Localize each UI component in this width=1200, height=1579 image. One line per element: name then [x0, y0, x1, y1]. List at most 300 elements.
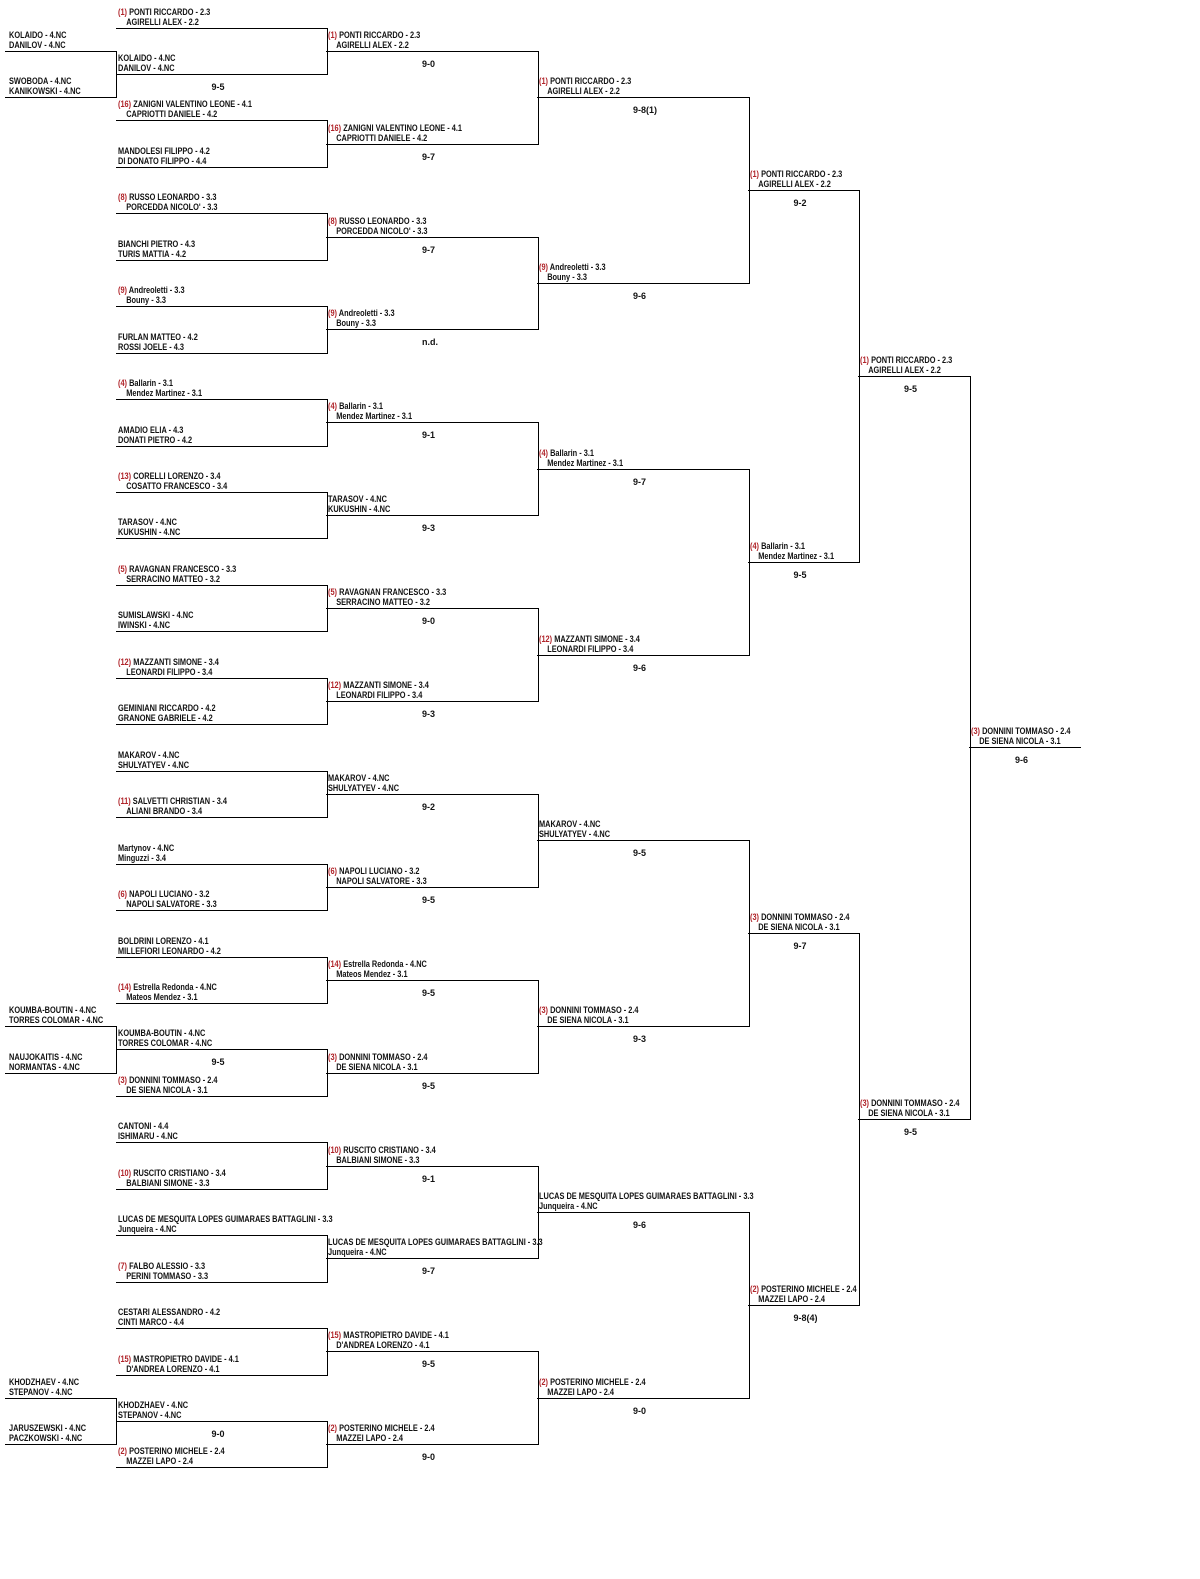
team-player-2: ISHIMARU - 4.NC: [118, 1131, 178, 1141]
team-player-1: [118, 796, 227, 806]
seed-number: (13): [118, 471, 132, 481]
team-player-1: [118, 1121, 168, 1131]
bracket-line: [326, 1351, 538, 1352]
team-player-2: CAPRIOTTI DANIELE - 4.2: [336, 133, 428, 143]
player-name: MAKAROV - 4.NC: [118, 750, 180, 760]
bracket-line: [116, 213, 327, 214]
bracket-line: [116, 120, 327, 121]
seed-number: (9): [118, 285, 128, 295]
team-player-1: [328, 30, 420, 40]
bracket-line: [326, 51, 538, 52]
team-player-1: [328, 680, 429, 690]
team-slot: [539, 634, 640, 654]
team-slot: [118, 936, 221, 956]
team-player-1: [539, 262, 606, 272]
team-player-2: SHULYATYEV - 4.NC: [328, 783, 400, 793]
bracket-line: [537, 469, 749, 470]
team-player-2: SHULYATYEV - 4.NC: [118, 760, 190, 770]
team-player-2: KANIKOWSKI - 4.NC: [9, 86, 81, 96]
bracket-line: [116, 1235, 327, 1236]
team-player-2: Mateos Mendez - 3.1: [126, 992, 198, 1002]
team-slot: [328, 587, 446, 607]
team-player-1: [118, 378, 173, 388]
team-player-2: DE SIENA NICOLA - 3.1: [758, 922, 840, 932]
team-player-1: [328, 494, 387, 504]
seed-number: (16): [328, 123, 342, 133]
bracket-connector: [970, 376, 971, 1120]
team-player-1: [118, 610, 193, 620]
player-name: LUCAS DE MESQUITA LOPES GUIMARAES BATTAGLINI - 3.3: [118, 1214, 333, 1224]
team-player-1: [750, 912, 850, 922]
bracket-line: [116, 1142, 327, 1143]
player-name: MAKAROV - 4.NC: [539, 819, 601, 829]
team-player-2: AGIRELLI ALEX - 2.2: [758, 179, 831, 189]
bracket-line: [537, 283, 749, 284]
player-name: KOLAIDO - 4.NC: [118, 53, 176, 63]
bracket-line: [116, 492, 327, 493]
match-score: 9-7: [633, 477, 647, 487]
seed-number: (1): [328, 30, 338, 40]
bracket-line: [326, 1444, 538, 1445]
team-player-1: [118, 146, 210, 156]
player-name: SWOBODA - 4.NC: [9, 76, 72, 86]
team-slot: [328, 1330, 449, 1350]
seed-number: (6): [328, 866, 338, 876]
bracket-line: [969, 747, 1081, 748]
match-score: 9-5: [904, 1127, 918, 1137]
bracket-connector: [538, 980, 539, 1074]
team-player-2: Mendez Martinez - 3.1: [758, 551, 835, 561]
team-player-1: [118, 285, 185, 295]
team-player-1: [118, 982, 217, 992]
bracket-line: [116, 1421, 327, 1422]
team-player-2: DE SIENA NICOLA - 3.1: [126, 1085, 208, 1095]
match-score: 9-7: [422, 245, 436, 255]
team-slot: [118, 471, 227, 491]
team-player-1: [860, 355, 952, 365]
bracket-line: [116, 864, 327, 865]
match-score: 9-7: [422, 1266, 436, 1276]
bracket-line: [858, 1119, 970, 1120]
match-score: 9-6: [633, 291, 647, 301]
team-slot: [328, 308, 395, 328]
team-slot: [118, 1168, 226, 1188]
player-name: DONNINI TOMMASO - 2.4: [871, 1098, 960, 1108]
bracket-line: [326, 329, 538, 330]
preliminary-connector: [116, 1398, 117, 1445]
team-slot: [328, 1052, 428, 1072]
seed-number: (8): [328, 216, 338, 226]
seed-number: (12): [118, 657, 132, 667]
team-player-2: CINTI MARCO - 4.4: [118, 1317, 185, 1327]
team-slot: [328, 959, 427, 979]
bracket-line: [116, 910, 327, 911]
player-name: POSTERINO MICHELE - 2.4: [339, 1423, 435, 1433]
team-player-1: [118, 471, 221, 481]
bracket-line: [116, 1375, 327, 1376]
match-score: 9-5: [422, 1081, 436, 1091]
match-score: 9-6: [633, 1220, 647, 1230]
player-name: POSTERINO MICHELE - 2.4: [550, 1377, 646, 1387]
player-name: DONNINI TOMMASO - 2.4: [761, 912, 850, 922]
seed-number: (10): [118, 1168, 132, 1178]
player-name: LUCAS DE MESQUITA LOPES GUIMARAES BATTAGLINI - 3.3: [539, 1191, 754, 1201]
seed-number: (4): [539, 448, 549, 458]
player-name: PONTI RICCARDO - 2.3: [550, 76, 632, 86]
team-slot: [118, 750, 189, 770]
seed-number: (14): [118, 982, 132, 992]
player-name: FALBO ALESSIO - 3.3: [129, 1261, 206, 1271]
team-slot: [750, 541, 834, 561]
bracket-line: [116, 957, 327, 958]
team-player-1: [9, 1052, 82, 1062]
player-name: Martynov - 4.NC: [118, 843, 175, 853]
player-name: NAPOLI LUCIANO - 3.2: [129, 889, 210, 899]
team-slot: [118, 1307, 220, 1327]
bracket-line: [326, 887, 538, 888]
seed-number: (8): [118, 192, 128, 202]
team-player-1: [539, 448, 594, 458]
bracket-line: [326, 980, 538, 981]
team-player-2: Mendez Martinez - 3.1: [336, 411, 413, 421]
player-name: KHODZHAEV - 4.NC: [9, 1377, 80, 1387]
bracket-line: [116, 446, 327, 447]
player-name: CORELLI LORENZO - 3.4: [133, 471, 221, 481]
team-slot: [750, 169, 842, 189]
team-player-2: TURIS MATTIA - 4.2: [118, 249, 187, 259]
team-player-1: [118, 517, 177, 527]
bracket-line: [326, 515, 538, 516]
team-player-2: IWINSKI - 4.NC: [118, 620, 171, 630]
team-player-1: [118, 1214, 333, 1224]
team-player-1: [860, 1098, 960, 1108]
seed-number: (1): [118, 7, 128, 17]
team-slot: [118, 843, 174, 863]
team-player-2: MAZZEI LAPO - 2.4: [547, 1387, 615, 1397]
player-name: KOUMBA-BOUTIN - 4.NC: [9, 1005, 97, 1015]
seed-number: (2): [328, 1423, 338, 1433]
team-slot: [118, 192, 217, 212]
team-player-2: Mendez Martinez - 3.1: [126, 388, 203, 398]
team-slot: [539, 1191, 754, 1211]
team-player-1: [118, 703, 216, 713]
seed-number: (12): [328, 680, 342, 690]
bracket-line: [116, 817, 327, 818]
team-slot: [118, 610, 193, 630]
team-player-1: [118, 1075, 218, 1085]
team-player-1: [118, 1354, 239, 1364]
seed-number: (4): [750, 541, 760, 551]
team-player-2: PORCEDDA NICOLO' - 3.3: [126, 202, 218, 212]
team-player-2: MAZZEI LAPO - 2.4: [126, 1456, 194, 1466]
team-player-2: TORRES COLOMAR - 4.NC: [9, 1015, 104, 1025]
match-score: 9-5: [211, 82, 225, 92]
seed-number: (1): [539, 76, 549, 86]
team-player-2: Junqueira - 4.NC: [539, 1201, 598, 1211]
team-player-1: [971, 726, 1071, 736]
player-name: PONTI RICCARDO - 2.3: [129, 7, 211, 17]
team-player-2: D'ANDREA LORENZO - 4.1: [126, 1364, 220, 1374]
team-player-1: [118, 1446, 225, 1456]
team-player-2: PERINI TOMMASO - 3.3: [126, 1271, 209, 1281]
bracket-line: [116, 1467, 327, 1468]
match-score: 9-0: [422, 59, 436, 69]
player-name: SUMISLAWSKI - 4.NC: [118, 610, 194, 620]
team-player-2: NAPOLI SALVATORE - 3.3: [336, 876, 427, 886]
bracket-line: [326, 237, 538, 238]
bracket-line: [748, 1305, 859, 1306]
team-slot: [118, 1446, 225, 1466]
player-name: FURLAN MATTEO - 4.2: [118, 332, 198, 342]
bracket-line: [748, 933, 859, 934]
bracket-line: [537, 97, 749, 98]
bracket-line: [326, 608, 538, 609]
seed-number: (1): [750, 169, 760, 179]
team-player-1: [9, 76, 71, 86]
team-player-2: PORCEDDA NICOLO' - 3.3: [336, 226, 428, 236]
match-score: 9-1: [422, 1174, 436, 1184]
team-player-2: KUKUSHIN - 4.NC: [328, 504, 391, 514]
player-name: Ballarin - 3.1: [129, 378, 173, 388]
team-player-2: LEONARDI FILIPPO - 3.4: [547, 644, 634, 654]
player-name: NAUJOKAITIS - 4.NC: [9, 1052, 83, 1062]
team-player-2: Bouny - 3.3: [547, 272, 587, 282]
match-score: 9-6: [1015, 755, 1029, 765]
match-score: 9-5: [422, 895, 436, 905]
player-name: CESTARI ALESSANDRO - 4.2: [118, 1307, 221, 1317]
team-slot: [750, 912, 850, 932]
bracket-connector: [538, 794, 539, 888]
player-name: Ballarin - 3.1: [550, 448, 594, 458]
team-slot: [860, 1098, 960, 1118]
player-name: JARUSZEWSKI - 4.NC: [9, 1423, 87, 1433]
team-slot: [118, 1261, 208, 1281]
player-name: MAZZANTI SIMONE - 3.4: [133, 657, 219, 667]
match-score: 9-0: [422, 616, 436, 626]
team-player-1: [118, 750, 180, 760]
seed-number: (3): [971, 726, 981, 736]
team-slot: [118, 703, 216, 723]
player-name: RAVAGNAN FRANCESCO - 3.3: [129, 564, 237, 574]
team-player-2: TORRES COLOMAR - 4.NC: [118, 1038, 213, 1048]
bracket-line: [748, 190, 859, 191]
seed-number: (10): [328, 1145, 342, 1155]
team-player-1: [118, 239, 195, 249]
team-player-2: MAZZEI LAPO - 2.4: [758, 1294, 826, 1304]
team-slot: [328, 773, 399, 793]
seed-number: (11): [118, 796, 131, 806]
team-player-1: [118, 1261, 205, 1271]
team-player-2: Junqueira - 4.NC: [118, 1224, 177, 1234]
team-player-1: [118, 889, 209, 899]
team-slot: [971, 726, 1071, 746]
seed-number: (6): [118, 889, 128, 899]
team-slot: [328, 1145, 436, 1165]
player-name: RUSSO LEONARDO - 3.3: [339, 216, 427, 226]
match-score: 9-5: [904, 384, 918, 394]
bracket-line: [116, 631, 327, 632]
team-player-1: [118, 425, 183, 435]
match-score: 9-3: [633, 1034, 647, 1044]
bracket-line: [116, 353, 327, 354]
team-player-2: MILLEFIORI LEONARDO - 4.2: [118, 946, 221, 956]
seed-number: (7): [118, 1261, 128, 1271]
player-name: TARASOV - 4.NC: [118, 517, 177, 527]
team-player-2: AGIRELLI ALEX - 2.2: [868, 365, 941, 375]
player-name: MASTROPIETRO DAVIDE - 4.1: [343, 1330, 449, 1340]
bracket-line: [537, 1398, 749, 1399]
team-player-2: MAZZEI LAPO - 2.4: [336, 1433, 404, 1443]
team-player-2: SERRACINO MATTEO - 3.2: [126, 574, 220, 584]
team-slot: [328, 1423, 435, 1443]
team-player-1: [118, 53, 175, 63]
player-name: SALVETTI CHRISTIAN - 3.4: [132, 796, 227, 806]
bracket-line: [326, 422, 538, 423]
team-slot: [328, 216, 427, 236]
team-player-1: [118, 657, 219, 667]
bracket-line: [116, 167, 327, 168]
player-name: MAZZANTI SIMONE - 3.4: [343, 680, 429, 690]
match-score: 9-2: [793, 198, 807, 208]
team-player-1: [539, 1191, 754, 1201]
match-score: 9-3: [422, 709, 436, 719]
player-name: PONTI RICCARDO - 2.3: [871, 355, 953, 365]
player-name: DONNINI TOMMASO - 2.4: [550, 1005, 639, 1015]
team-player-1: [328, 308, 395, 318]
team-slot: [118, 99, 252, 119]
bracket-line: [858, 376, 970, 377]
team-slot: [118, 657, 219, 677]
team-player-2: DANILOV - 4.NC: [118, 63, 175, 73]
bracket-line: [116, 1189, 327, 1190]
match-score: 9-0: [211, 1429, 225, 1439]
player-name: Estrella Redonda - 4.NC: [343, 959, 427, 969]
team-slot: [118, 982, 217, 1002]
team-player-1: [328, 959, 427, 969]
bracket-line: [116, 74, 327, 75]
match-score: 9-3: [422, 523, 436, 533]
player-name: ZANIGNI VALENTINO LEONE - 4.1: [343, 123, 462, 133]
seed-number: (2): [118, 1446, 128, 1456]
player-name: POSTERINO MICHELE - 2.4: [129, 1446, 225, 1456]
preliminary-connector: [116, 51, 117, 98]
team-slot: [118, 7, 210, 27]
seed-number: (3): [328, 1052, 338, 1062]
team-slot: [118, 564, 236, 584]
team-slot: [118, 425, 192, 445]
team-player-1: [118, 1168, 226, 1178]
team-player-2: ALIANI BRANDO - 3.4: [126, 806, 203, 816]
bracket-line: [537, 840, 749, 841]
team-player-1: [118, 332, 198, 342]
bracket-line: [537, 655, 749, 656]
bracket-line: [116, 538, 327, 539]
team-slot: [118, 1075, 218, 1095]
team-player-2: COSATTO FRANCESCO - 3.4: [126, 481, 228, 491]
player-name: DONNINI TOMMASO - 2.4: [982, 726, 1071, 736]
team-player-2: NORMANTAS - 4.NC: [9, 1062, 80, 1072]
team-player-2: Bouny - 3.3: [126, 295, 166, 305]
team-player-1: [118, 843, 174, 853]
team-player-2: SHULYATYEV - 4.NC: [539, 829, 611, 839]
team-slot: [539, 448, 623, 468]
bracket-line: [326, 701, 538, 702]
seed-number: (12): [539, 634, 553, 644]
team-player-2: D'ANDREA LORENZO - 4.1: [336, 1340, 430, 1350]
bracket-connector: [538, 51, 539, 145]
player-name: TARASOV - 4.NC: [328, 494, 387, 504]
bracket-line: [748, 562, 859, 563]
match-score: 9-8(4): [793, 1313, 818, 1323]
team-slot: [118, 517, 180, 537]
team-player-1: [328, 1423, 435, 1433]
team-player-2: SERRACINO MATTEO - 3.2: [336, 597, 430, 607]
team-slot: [328, 401, 412, 421]
team-player-2: KUKUSHIN - 4.NC: [118, 527, 181, 537]
preliminary-line: [5, 1073, 116, 1074]
preliminary-team-slot: [9, 1377, 79, 1397]
team-slot: [750, 1284, 857, 1304]
bracket-line: [326, 1073, 538, 1074]
team-slot: [118, 1354, 239, 1374]
match-score: n.d.: [422, 337, 438, 347]
bracket-line: [537, 1212, 749, 1213]
team-slot: [328, 866, 427, 886]
player-name: DONNINI TOMMASO - 2.4: [339, 1052, 428, 1062]
player-name: RUSCITO CRISTIANO - 3.4: [343, 1145, 436, 1155]
team-player-1: [539, 819, 601, 829]
player-name: GEMINIANI RICCARDO - 4.2: [118, 703, 216, 713]
seed-number: (1): [860, 355, 870, 365]
bracket-line: [116, 1096, 327, 1097]
player-name: MAZZANTI SIMONE - 3.4: [554, 634, 640, 644]
preliminary-team-slot: [9, 30, 66, 50]
preliminary-team-slot: [9, 76, 81, 96]
team-slot: [539, 819, 610, 839]
team-slot: [118, 53, 175, 73]
team-player-1: [539, 634, 640, 644]
team-player-2: STEPANOV - 4.NC: [9, 1387, 73, 1397]
team-player-1: [118, 936, 209, 946]
player-name: RUSCITO CRISTIANO - 3.4: [133, 1168, 226, 1178]
seed-number: (5): [328, 587, 338, 597]
team-player-1: [539, 1005, 639, 1015]
team-slot: [118, 889, 217, 909]
match-score: 9-5: [793, 570, 807, 580]
team-player-2: Minguzzi - 3.4: [118, 853, 166, 863]
preliminary-connector: [116, 1026, 117, 1074]
team-slot: [328, 123, 462, 143]
team-slot: [118, 332, 198, 352]
team-slot: [118, 1121, 178, 1141]
team-player-2: GRANONE GABRIELE - 4.2: [118, 713, 213, 723]
team-player-2: AGIRELLI ALEX - 2.2: [547, 86, 620, 96]
seed-number: (2): [750, 1284, 760, 1294]
player-name: POSTERINO MICHELE - 2.4: [761, 1284, 857, 1294]
match-score: 9-0: [633, 1406, 647, 1416]
team-player-1: [118, 99, 252, 109]
player-name: PONTI RICCARDO - 2.3: [339, 30, 421, 40]
preliminary-line: [5, 1444, 116, 1445]
match-score: 9-0: [422, 1452, 436, 1462]
player-name: DONNINI TOMMASO - 2.4: [129, 1075, 218, 1085]
team-player-1: [328, 866, 419, 876]
preliminary-line: [5, 97, 116, 98]
team-player-2: Junqueira - 4.NC: [328, 1247, 387, 1257]
player-name: MANDOLESI FILIPPO - 4.2: [118, 146, 210, 156]
preliminary-team-slot: [9, 1423, 86, 1443]
team-slot: [118, 1214, 333, 1234]
